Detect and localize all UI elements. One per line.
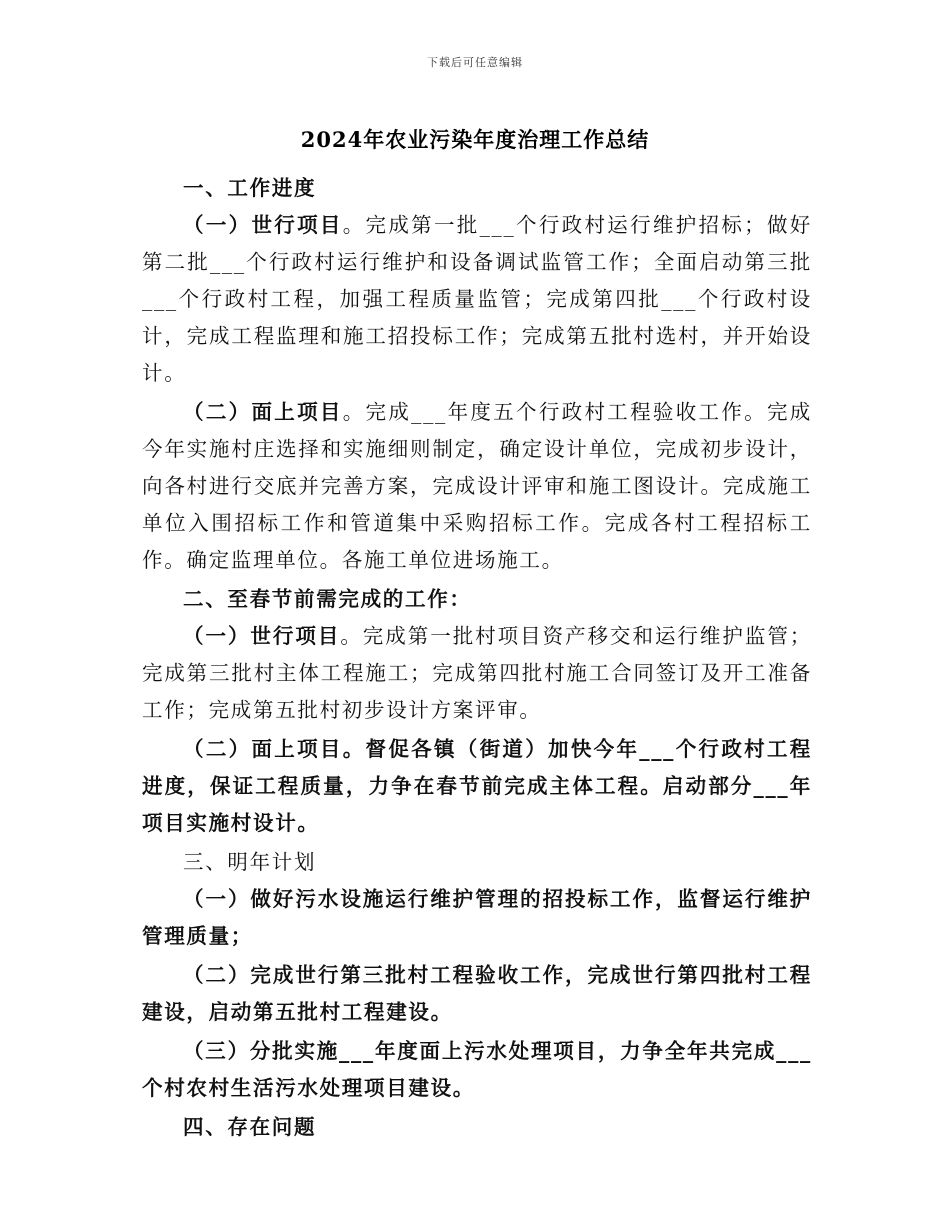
paragraph-body: 。完成___年度五个行政村工程验收工作。完成今年实施村庄选择和实施细则制定，确定设计单位，完成初步设计，向各村进行交底并完善方案，完成设计评审和施工图设计。完成施工单位入围招标工作和管道集中采购招标工作。完成各村工程招标工作。确定监理单位。各施工单位进场施工。 bbox=[142, 400, 812, 572]
section-3-paragraph-2: （二）完成世行第三批村工程验收工作，完成世行第四批村工程建设，启动第五批村工程建设。 bbox=[142, 963, 812, 1024]
section-1-paragraph-1 bbox=[142, 207, 812, 392]
section-1-heading: 一、工作进度 bbox=[183, 176, 317, 200]
page-header: 下载后可任意编辑 bbox=[427, 56, 523, 69]
document-title: 2024年农业污染年度治理工作总结 bbox=[300, 127, 650, 152]
section-2-paragraph-1 bbox=[142, 618, 812, 729]
section-2-heading: 二、至春节前需完成的工作： bbox=[183, 587, 472, 611]
section-4-heading: 四、存在问题 bbox=[183, 1115, 317, 1139]
document-body bbox=[142, 170, 812, 1146]
section-3-paragraph-3: （三）分批实施___年度面上污水处理项目，力争全年共完成___个村农村生活污水处理项目建设。 bbox=[142, 1039, 812, 1100]
paragraph-lead: （二）面上项目 bbox=[183, 400, 343, 424]
paragraph-lead: （一）世行项目 bbox=[183, 213, 343, 237]
paragraph-lead: （一）世行项目 bbox=[183, 624, 341, 648]
section-3-paragraph-1: （一）做好污水设施运行维护管理的招投标工作，监督运行维护管理质量； bbox=[142, 887, 812, 948]
section-2-paragraph-2: （二）面上项目。督促各镇（街道）加快今年___个行政村工程进度，保证工程质量，力争在春节前完成主体工程。启动部分___年项目实施村设计。 bbox=[142, 737, 812, 835]
section-3-heading: 三、明年计划 bbox=[183, 850, 317, 874]
paragraph-body: 。完成第一批村项目资产移交和运行维护监管；完成第三批村主体工程施工；完成第四批村施工合同签订及开工准备工作；完成第五批村初步设计方案评审。 bbox=[142, 624, 813, 722]
paragraph-body: 。完成第一批___个行政村运行维护招标；做好第二批___个行政村运行维护和设备调试监管工作；全面启动第三批___个行政村工程，加强工程质量监管；完成第四批___个行政村设计，完成工程监理和施工招投标工作；完成第五批村选村，并开始设计。 bbox=[142, 213, 812, 385]
section-1-paragraph-2 bbox=[142, 394, 812, 579]
